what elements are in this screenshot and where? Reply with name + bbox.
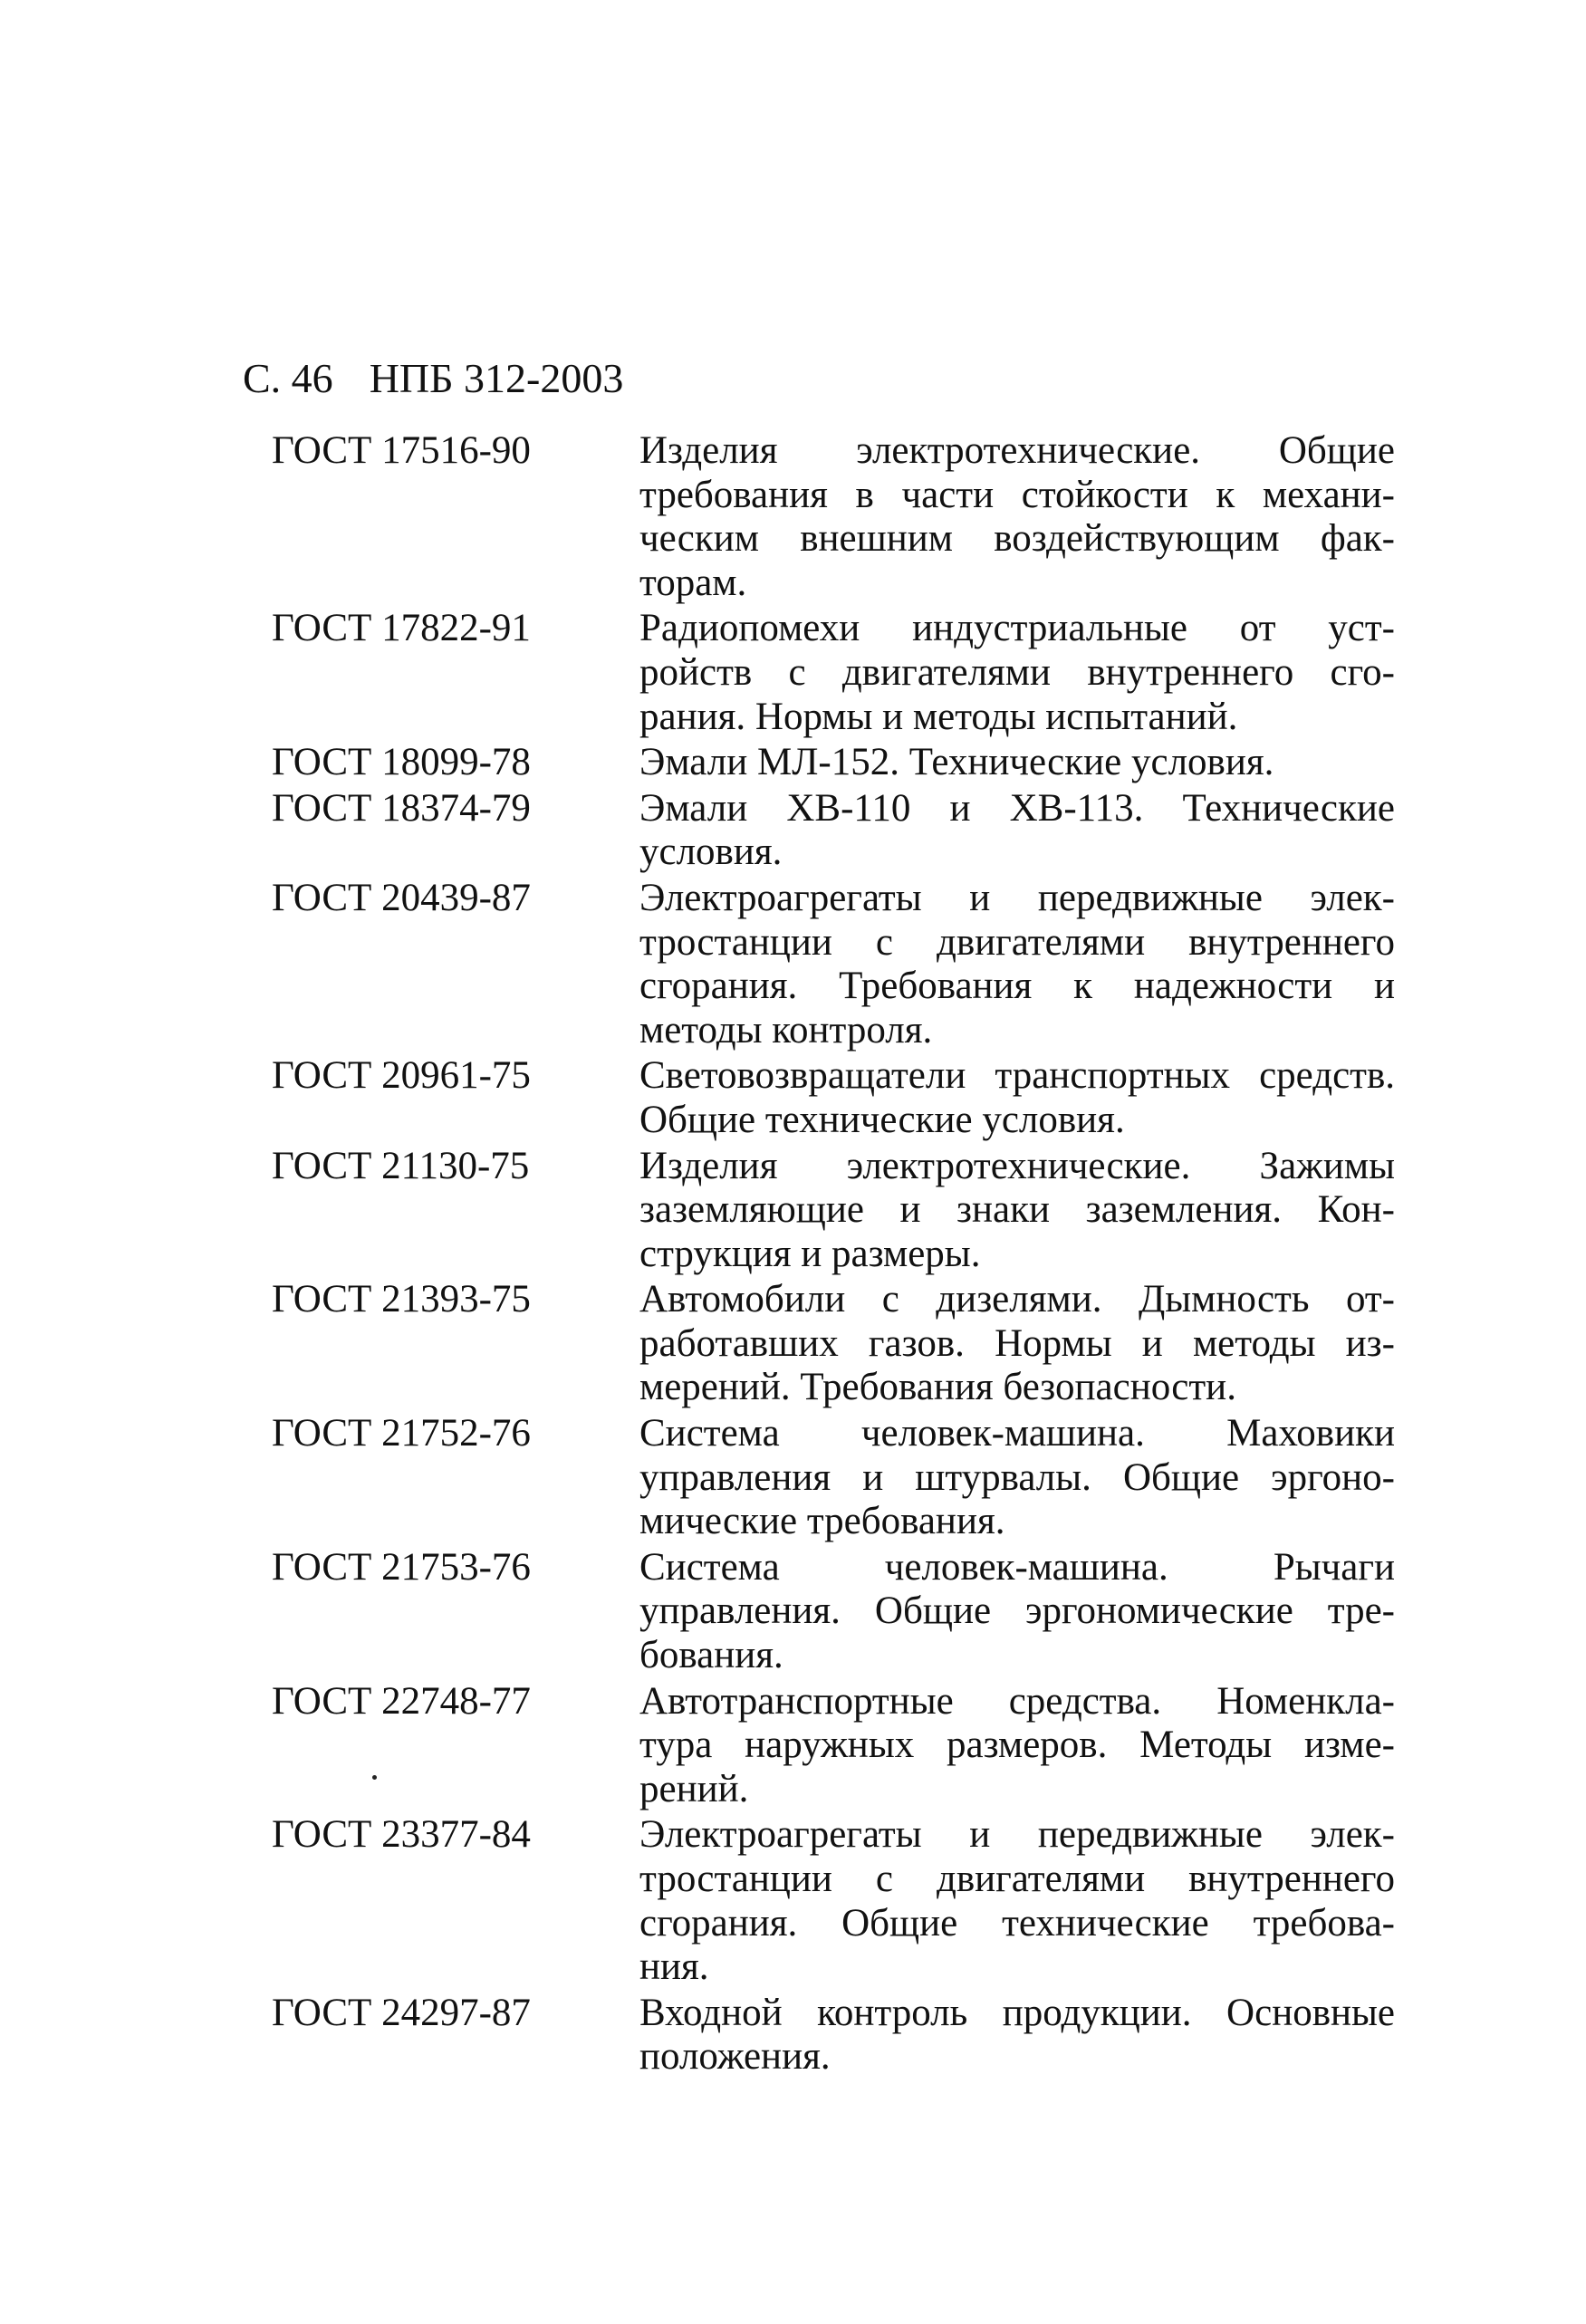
standard-title-line: тура наружных размеров. Методы изме- <box>639 1724 1395 1767</box>
standard-code: ГОСТ 18374-79 <box>272 786 531 830</box>
standard-title-line: Общие технические условия. <box>639 1098 1125 1141</box>
standard-title <box>639 741 1395 785</box>
standard-title-line: мические требования. <box>639 1500 1005 1543</box>
standard-code: ГОСТ 21393-75 <box>272 1278 531 1321</box>
standard-entry <box>272 741 1395 785</box>
standard-title-line: Радиопомехи индустриальные от уст- <box>639 607 1395 650</box>
standard-title <box>639 1546 1395 1678</box>
standard-title-line: положения. <box>639 2035 831 2079</box>
standard-title-line: тростанции с двигателями внутреннего <box>639 920 1395 964</box>
standard-code: ГОСТ 24297-87 <box>272 1991 531 2034</box>
standard-entry <box>272 1680 1395 1812</box>
standard-title <box>639 1054 1395 1142</box>
standard-entry <box>272 1054 1395 1142</box>
standard-title-line: тростанции с двигателями внутреннего <box>639 1858 1395 1900</box>
standard-title <box>639 1278 1395 1410</box>
document-code: НПБ 312-2003 <box>369 355 624 401</box>
standard-title <box>639 1992 1395 2079</box>
standard-title <box>639 429 1395 605</box>
standard-title-line: бования. <box>639 1634 783 1677</box>
standard-title-line: управления и штурвалы. Общие эргоно- <box>639 1455 1395 1499</box>
standard-title-line: торам. <box>639 561 747 604</box>
standard-title-line: ческим внешним воздействующим фак- <box>639 517 1395 561</box>
standard-code: ГОСТ 21130-75 <box>272 1144 530 1187</box>
standard-entry <box>272 787 1395 875</box>
standard-title <box>639 1813 1395 1989</box>
standard-title-line: Входной контроль продукции. Основные <box>639 1991 1395 2034</box>
page-header <box>243 351 623 406</box>
standard-title-line: Автотранспортные средства. Номенкла- <box>639 1679 1395 1723</box>
standard-entry <box>272 1992 1395 2079</box>
standard-code: ГОСТ 20961-75 <box>272 1054 531 1098</box>
standard-code: ГОСТ 21753-76 <box>272 1545 531 1589</box>
standard-entry <box>272 429 1395 605</box>
standard-title-line: ния. <box>639 1945 709 1989</box>
page-number: С. 46 <box>243 355 333 401</box>
standard-entry <box>272 1546 1395 1678</box>
standard-title-line: Автомобили с дизелями. Дымность от- <box>639 1278 1395 1321</box>
standard-title <box>639 1680 1395 1812</box>
standard-entry <box>272 1813 1395 1989</box>
standard-title-line: Электроагрегаты и передвижные элек- <box>639 876 1395 919</box>
standard-title-line: Изделия электротехнические. Общие <box>639 429 1395 472</box>
standard-title <box>639 1412 1395 1544</box>
standard-title-line: управления. Общие эргономические тре- <box>639 1589 1395 1633</box>
standard-title-line: Система человек-машина. Рычаги <box>639 1545 1395 1589</box>
standard-code: ГОСТ 21752-76 <box>272 1412 531 1455</box>
standard-title-line: Электроагрегаты и передвижные элек- <box>639 1813 1395 1857</box>
standard-title-line: Световозвращатели транспортных средств. <box>639 1054 1395 1098</box>
standard-entry <box>272 877 1395 1052</box>
standard-title-line: Эмали ХВ-110 и ХВ-113. Технические <box>639 786 1395 830</box>
standard-title-line: ройств с двигателями внутреннего сго- <box>639 650 1395 694</box>
standard-code: ГОСТ 17516-90 <box>272 429 531 472</box>
standard-title-line: рений. <box>639 1767 749 1810</box>
standard-title-line: сгорания. Требования к надежности и <box>639 965 1395 1008</box>
standard-code: ГОСТ 18099-78 <box>272 741 531 784</box>
standard-title-line: Система человек-машина. Маховики <box>639 1412 1395 1455</box>
standard-entry <box>272 607 1395 739</box>
standard-title-line: работавших газов. Нормы и методы из- <box>639 1321 1395 1365</box>
standard-entry <box>272 1412 1395 1544</box>
standard-code: ГОСТ 20439-87 <box>272 876 531 919</box>
standard-title <box>639 607 1395 739</box>
standard-title-line: методы контроля. <box>639 1008 933 1052</box>
standard-code: ГОСТ 23377-84 <box>272 1813 531 1857</box>
standard-title-line: заземляющие и знаки заземления. Кон- <box>639 1188 1395 1232</box>
standard-title-line: Изделия электротехнические. Зажимы <box>639 1144 1395 1187</box>
standard-title <box>639 877 1395 1052</box>
standard-title-line: струкция и размеры. <box>639 1232 981 1275</box>
standard-entry <box>272 1145 1395 1277</box>
standard-title <box>639 787 1395 875</box>
standard-entry <box>272 1278 1395 1410</box>
standard-code: ГОСТ 22748-77 <box>272 1679 531 1723</box>
standard-title-line: рания. Нормы и методы испытаний. <box>639 695 1238 738</box>
standard-title <box>639 1145 1395 1277</box>
print-speck <box>372 1775 377 1780</box>
standard-title-line: мерений. Требования безопасности. <box>639 1366 1236 1409</box>
standard-title-line: сгорания. Общие технические требова- <box>639 1901 1395 1945</box>
standard-title-line: Эмали МЛ-152. Технические условия. <box>639 741 1274 784</box>
standards-list <box>272 429 1395 2081</box>
standard-title-line: требования в части стойкости к механи- <box>639 473 1395 516</box>
standard-title-line: условия. <box>639 831 783 874</box>
standard-code: ГОСТ 17822-91 <box>272 607 531 650</box>
